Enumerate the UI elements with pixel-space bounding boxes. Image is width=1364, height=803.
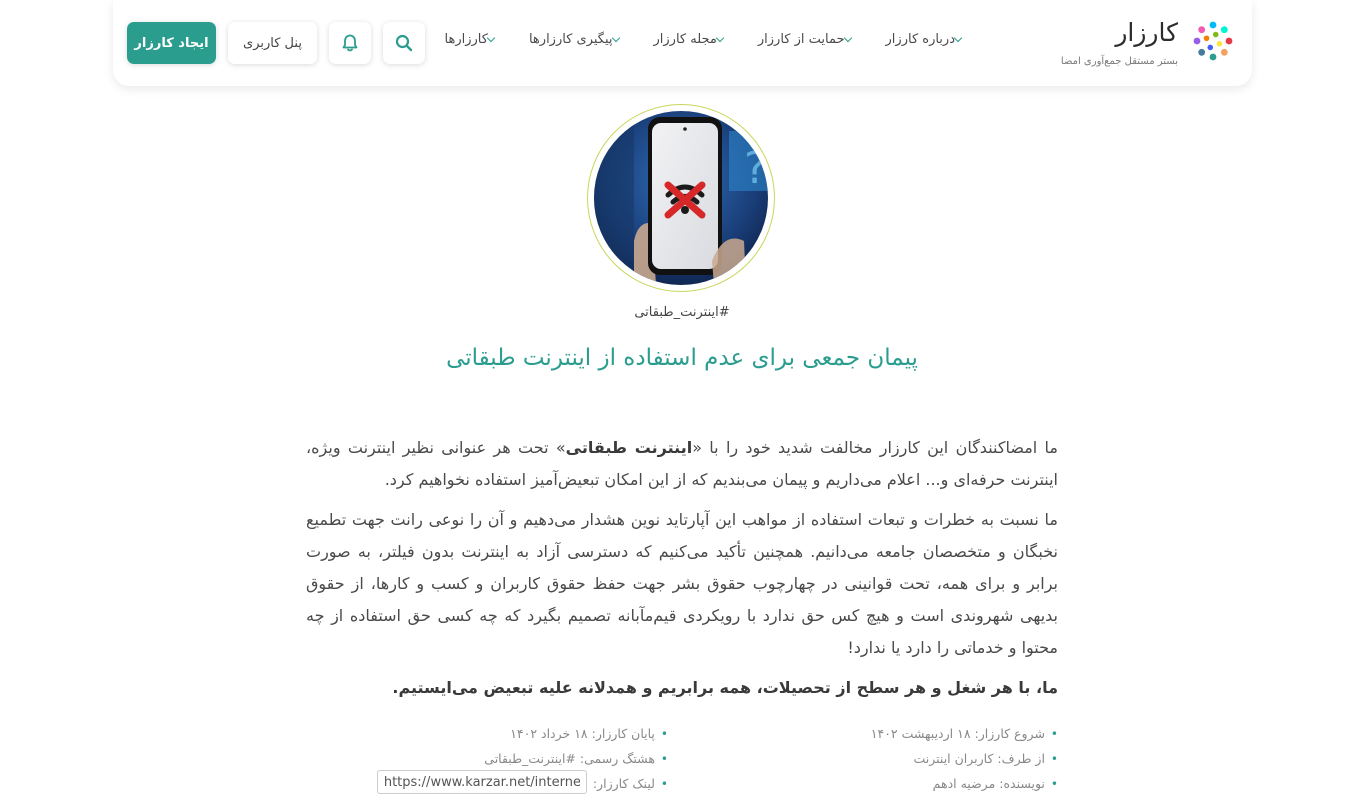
detail-official-hashtag: • هشتگ رسمی: #اینترنت_طبقاتی xyxy=(484,751,668,766)
user-panel-button[interactable]: پنل کاربری xyxy=(228,22,317,64)
campaign-link-input[interactable] xyxy=(377,770,587,794)
create-campaign-button[interactable]: ایجاد کارزار xyxy=(127,22,216,64)
logo-dot xyxy=(1210,54,1217,61)
logo-dot xyxy=(1207,45,1213,51)
logo-dot xyxy=(1221,26,1228,33)
svg-text:?: ? xyxy=(744,143,768,194)
nav-item-support[interactable]: حمایت از کارزار xyxy=(758,32,856,47)
detail-end-date: • پایان کارزار: ۱۸ خرداد ۱۴۰۲ xyxy=(510,726,668,741)
logo-dot xyxy=(1198,49,1205,56)
nav-item-about[interactable]: درباره کارزار xyxy=(886,32,966,47)
logo-dot xyxy=(1221,49,1228,56)
brand-logo-icon xyxy=(1192,20,1234,62)
campaign-statement: ما، با هر شغل و هر سطح از تحصیلات، همه برابریم و همدلانه علیه تبعیض می‌ایستیم. xyxy=(392,678,1058,697)
detail-link: • لینک کارزار: https://www.karzar.net/internet xyxy=(377,774,668,799)
logo-dot xyxy=(1204,35,1210,41)
detail-start-date: • شروع کارزار: ۱۸ اردیبهشت ۱۴۰۲ xyxy=(870,726,1058,741)
logo-dot xyxy=(1194,38,1201,45)
logo-dot xyxy=(1226,38,1233,45)
campaign-hashtag[interactable]: #اینترنت_طبقاتی xyxy=(634,305,730,320)
campaign-details-primary xyxy=(871,724,1058,799)
chevron-down-icon xyxy=(954,34,962,42)
nav-item-campaigns[interactable]: کارزارها xyxy=(445,32,499,47)
bell-icon xyxy=(340,33,360,53)
logo-dot xyxy=(1198,26,1205,33)
detail-author: • نویسنده: مرضیه ادهم xyxy=(932,776,1058,791)
logo-dot xyxy=(1217,41,1223,47)
logo-dot xyxy=(1213,32,1219,38)
notifications-button[interactable] xyxy=(329,22,371,64)
nav-item-magazine[interactable]: مجله کارزار xyxy=(654,32,728,47)
campaign-image xyxy=(594,111,768,285)
phone-no-wifi-image xyxy=(594,111,768,285)
brand-name: کارزار xyxy=(1115,18,1178,47)
search-button[interactable] xyxy=(383,22,425,64)
main-nav xyxy=(445,32,966,47)
brand[interactable] xyxy=(1060,18,1234,74)
campaign-details-secondary xyxy=(377,724,668,799)
detail-by: • از طرف: کاربران اینترنت xyxy=(913,751,1058,766)
campaign-body xyxy=(306,432,1058,712)
site-header xyxy=(113,0,1252,86)
campaign-paragraph: ما امضاکنندگان این کارزار مخالفت شدید خود را با «اینترنت طبقاتی» تحت هر عنوانی نظیر اینترنت ویژه، اینترنت حرفه‌ای و... اعلام می‌داریم و پیمان می‌بندیم که از این امکان تبعیض‌آمیز استفاده نخواهیم کرد. xyxy=(306,438,1058,489)
logo-dot xyxy=(1210,22,1217,29)
campaign-title: پیمان جمعی برای عدم استفاده از اینترنت طبقاتی xyxy=(446,345,918,371)
search-icon xyxy=(394,33,414,53)
campaign-paragraph: ما نسبت به خطرات و تبعات استفاده از مواهب این آپارتاید نوین هشدار می‌دهیم و آن را نوعی رانت جهت تطمیع نخبگان و متخصصان جامعه می‌دانیم. همچنین تأکید می‌کنیم که دسترسی آزاد به اینترنت بدون فیلتر، به صورت برابر و برای همه، تحت قوانینی در چهارچوب حقوق بشر جهت حفظ حقوق کاربران و کسب و کارها، از حقوق بدیهی شهروندی است و هیچ کس حق ندارد با رویکردی قیم‌مآبانه تصمیم بگیرد که چه کسی حق استفاده از چه محتوا و خدماتی را دارد یا ندارد! xyxy=(306,510,1058,657)
nav-item-follow-up[interactable]: پیگیری کارزارها xyxy=(529,32,624,47)
brand-tagline: بستر مستقل جمع‌آوری امضا xyxy=(1060,56,1178,67)
